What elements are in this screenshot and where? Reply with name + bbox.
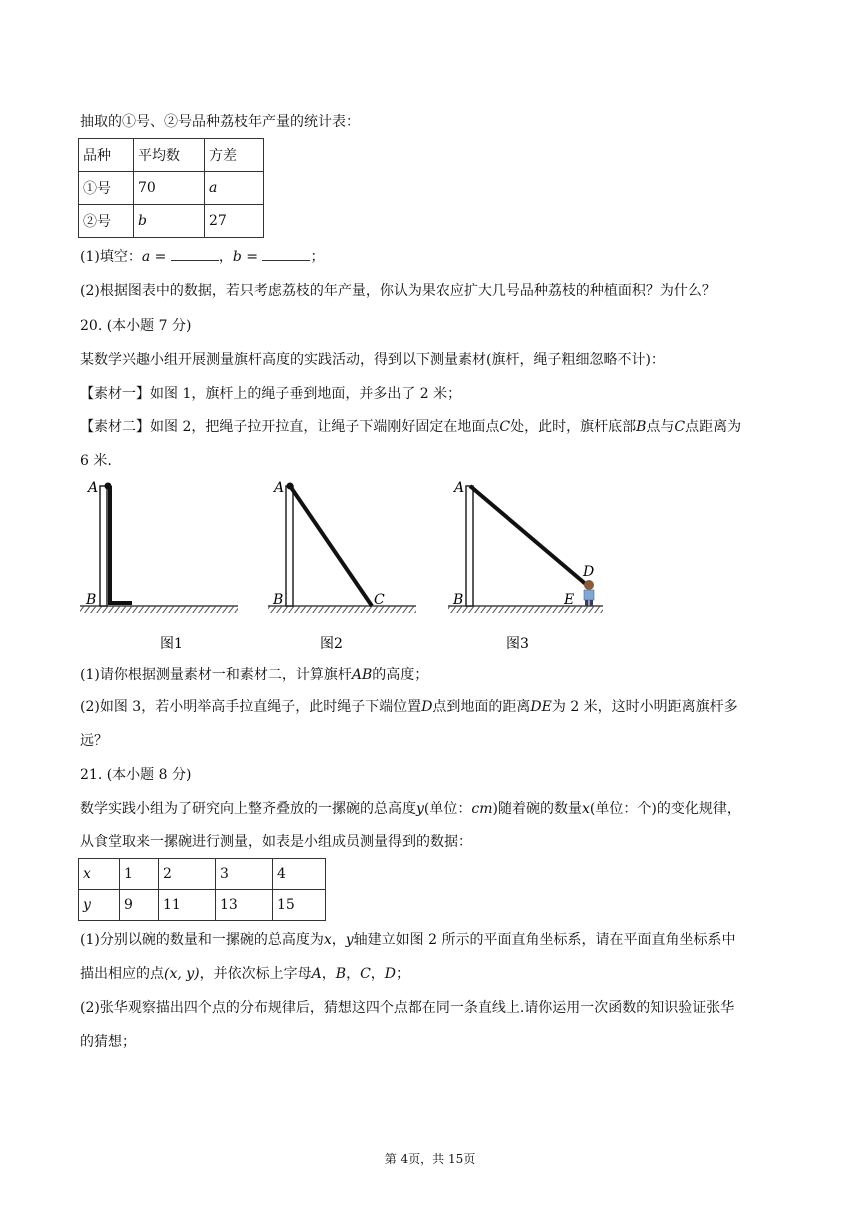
blank-a [171, 246, 219, 261]
q19-stats-table [78, 138, 264, 238]
person-head [584, 580, 594, 590]
rope [290, 486, 372, 606]
table-cell: ②号 [79, 205, 134, 238]
q21-intro: 数学实践小组为了研究向上整齐叠放的一摞碗的总高度y(单位：cm)随着碗的数量x(单位：个)的变化规律， [80, 801, 741, 817]
ground-hatch [80, 606, 238, 613]
q19-part1: (1)填空：a = ，b = ； [80, 246, 324, 267]
q20-material2-cont: 6 米. [80, 453, 112, 469]
person-body [584, 590, 594, 600]
person-leg [585, 600, 589, 606]
page-footer: 第 4页，共 15页 [384, 1152, 476, 1166]
rope [470, 486, 588, 586]
person-leg [590, 600, 594, 606]
q19-part2: (2)根据图表中的数据，若只考虑荔枝的年产量，你认为果农应扩大几号品种荔枝的种植面积？为什么？ [80, 283, 716, 299]
q21-part2: (2)张华观察描出四个点的分布规律后，猜想这四个点都在同一条直线上.请你运用一次函数的知识验证张华 [80, 1000, 735, 1016]
flagpole [286, 486, 293, 606]
label-A: A [454, 480, 465, 496]
figure-caption: 图2 [320, 636, 343, 652]
figure-2 [268, 480, 416, 652]
table-cell: y [79, 890, 120, 921]
table-cell: 70 [134, 172, 205, 205]
q21-part1: (1)分别以碗的数量和一摞碗的总高度为x，y轴建立如图 2 所示的平面直角坐标系，请在平面直角坐标系中 [80, 932, 736, 948]
flagpole-figures [78, 470, 608, 655]
q20-header: 20. (本小题 7 分) [80, 318, 192, 334]
label-A: A [88, 480, 99, 496]
q20-material2: 【素材二】如图 2，把绳子拉开拉直，让绳子下端刚好固定在地面点C处，此时，旗杆底部B点与C点距离为 [80, 419, 742, 435]
q21-intro-cont: 从食堂取来一摞碗进行测量，如表是小组成员测量得到的数据： [80, 834, 472, 850]
table-cell: 15 [273, 890, 326, 921]
label-B: B [86, 592, 97, 608]
table-cell: 27 [205, 205, 264, 238]
person-xiaoming [584, 580, 594, 606]
pulley-point [105, 483, 112, 490]
table-cell: ①号 [79, 172, 134, 205]
label-E: E [564, 592, 575, 608]
table-cell: b [134, 205, 205, 238]
table-cell: a [205, 172, 264, 205]
flagpole [466, 486, 473, 606]
label-C: C [374, 592, 385, 608]
table-cell: 2 [159, 859, 216, 890]
table-cell: 3 [216, 859, 273, 890]
q21-part1-cont: 描出相应的点(x, y)，并依次标上字母A，B，C，D； [80, 966, 411, 982]
flagpole [100, 486, 107, 606]
table-cell: 9 [120, 890, 159, 921]
q20-part2-cont: 远？ [80, 733, 108, 749]
q20-part2: (2)如图 3，若小明举高手拉直绳子，此时绳子下端位置D点到地面的距离DE为 2 米，这时小明距离旗杆多 [80, 699, 738, 715]
q20-part1: (1)请你根据测量素材一和素材二，计算旗杆AB的高度； [80, 667, 429, 683]
table-cell: 11 [159, 890, 216, 921]
q19-caption: 抽取的①号、②号品种荔枝年产量的统计表： [80, 114, 360, 130]
label-D: D [583, 564, 595, 580]
figure-1 [80, 480, 238, 652]
table-cell: 4 [273, 859, 326, 890]
label-B: B [453, 592, 464, 608]
table-cell: 1 [120, 859, 159, 890]
label-A: A [274, 480, 285, 496]
table-cell: x [79, 859, 120, 890]
table-header-cell: 平均数 [134, 139, 205, 172]
q20-intro: 某数学兴趣小组开展测量旗杆高度的实践活动，得到以下测量素材(旗杆，绳子粗细忽略不计)： [80, 352, 665, 368]
figure-caption: 图3 [506, 636, 529, 652]
blank-b [262, 246, 310, 261]
table-cell: 13 [216, 890, 273, 921]
label-B: B [273, 592, 284, 608]
ground-hatch [268, 606, 416, 613]
q20-material1: 【素材一】如图 1，旗杆上的绳子垂到地面，并多出了 2 米； [80, 386, 462, 402]
figure-3 [448, 480, 603, 652]
table-header-cell: 方差 [205, 139, 264, 172]
pulley-point [287, 483, 294, 490]
q21-data-table [78, 858, 326, 921]
q21-part2-cont: 的猜想； [80, 1034, 136, 1050]
figure-caption: 图1 [160, 636, 183, 652]
ground-hatch [448, 606, 603, 613]
q21-header: 21. (本小题 8 分) [80, 767, 192, 783]
table-header-cell: 品种 [79, 139, 134, 172]
